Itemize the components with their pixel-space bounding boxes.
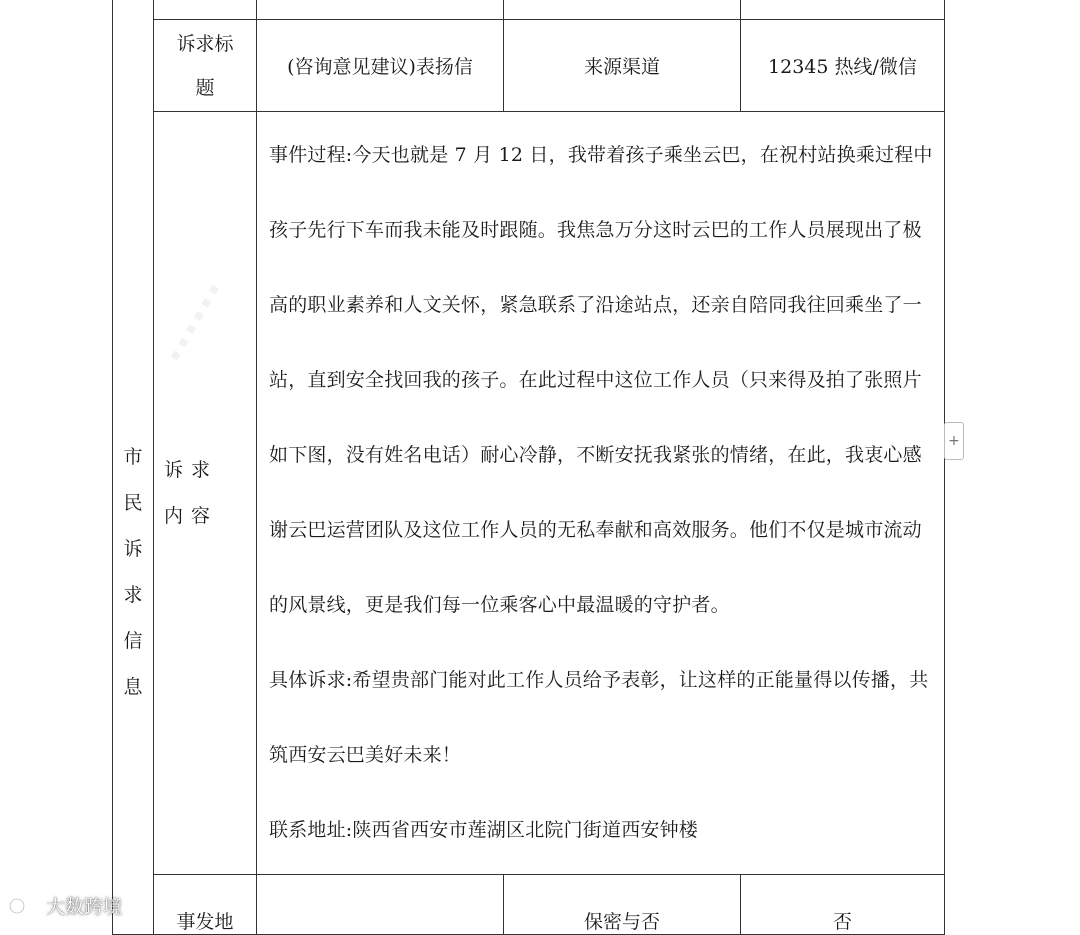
side-header-char: 信 — [123, 629, 143, 652]
title-value: (咨询意见建议)表扬信 — [257, 20, 504, 112]
content-label-cell — [154, 112, 257, 875]
title-row — [113, 20, 945, 112]
logo-icon — [8, 894, 42, 918]
location-label: 事发地 — [154, 875, 257, 935]
add-row-button[interactable]: + — [944, 422, 964, 460]
title-label: 诉求标题 — [176, 32, 234, 99]
content-row — [113, 112, 945, 875]
side-header-char: 民 — [123, 491, 143, 514]
source-value: 12345 热线/微信 — [741, 20, 945, 112]
watermark: ······ — [152, 272, 239, 374]
location-row — [113, 875, 945, 935]
side-header-cell — [113, 0, 154, 935]
location-value — [257, 875, 504, 935]
content-cell — [257, 112, 945, 875]
content-paragraph: 联系地址:陕西省西安市莲湖区北院门街道西安钟楼 — [269, 819, 699, 841]
side-header-char: 市 — [123, 445, 143, 468]
side-header-char: 息 — [123, 675, 143, 698]
table-top-row — [113, 0, 945, 20]
side-header-char: 求 — [123, 583, 143, 606]
petition-form-table — [112, 0, 945, 935]
side-header — [113, 224, 153, 710]
content-paragraph: 事件过程:今天也就是 7 月 12 日，我带着孩子乘坐云巴，在祝村站换乘过程中孩子先行下车而我未能及时跟随。我焦急万分这时云巴的工作人员展现出了极高的职业素养和人文关怀，紧急联系了沿途站点，还亲自陪同我往回乘坐了一站，直到安全找回我的孩子。在此过程中这位工作人员（只来得及拍了张照片如下图，没有姓名电话）耐心冷静，不断安抚我紧张的情绪，在此，我衷心感谢云巴运营团队及这位工作人员的无私奉献和高效服务。他们不仅是城市流动的风景线，更是我们每一位乘客心中最温暖的守护者。 — [269, 144, 933, 616]
secret-value: 否 — [741, 875, 945, 935]
title-label-cell — [154, 20, 257, 112]
app-logo — [8, 892, 122, 919]
source-label: 来源渠道 — [504, 20, 741, 112]
logo-text: 大数跨境 — [46, 896, 123, 918]
content-paragraph: 具体诉求:希望贵部门能对此工作人员给予表彰，让这样的正能量得以传播，共筑西安云巴美好未来！ — [269, 669, 929, 766]
content-label: 诉求内容 — [164, 459, 219, 527]
secret-label: 保密与否 — [504, 875, 741, 935]
side-header-char: 诉 — [123, 537, 143, 560]
